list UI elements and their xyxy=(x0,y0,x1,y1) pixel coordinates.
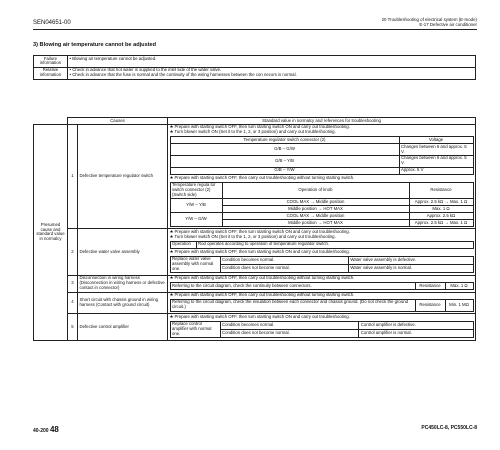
resistance-col-knob: Operation of knob xyxy=(222,182,409,199)
standard-header: Standard value in normalcy and references for troubleshooting xyxy=(168,118,476,125)
knob-operation: Middle position → HOT MAX xyxy=(222,206,409,213)
table-row xyxy=(34,275,476,292)
standard-cell xyxy=(168,314,476,341)
instruction-text: ★ Prepare with starting switch OFF, then turn starting switch ON and carry out troubleshooting. xyxy=(169,248,350,254)
result-text: Control amplifier is defective. xyxy=(359,321,473,329)
instruction-text: ★ Prepare with starting switch OFF, then carry out troubleshooting without turning starting switch. xyxy=(169,292,355,298)
instruction-text: ★ Turn blower switch ON (Set it to the 1, 2, or 3 position) and carry out troubleshooting. xyxy=(169,129,336,135)
voltage-value: Approx. 5 V xyxy=(399,167,473,174)
footer-page xyxy=(33,425,59,434)
resistance-value: Approx. 2.5 kΩ → Max. 1 Ω xyxy=(409,220,473,227)
table-header-row xyxy=(34,118,476,125)
resistance-col-value: Resistance xyxy=(409,182,473,199)
cause-text: Defective water valve assembly xyxy=(78,229,168,275)
resistance-col-connector: Temperature regula tor switch connector (2) (Switch side) xyxy=(170,182,222,199)
result-text: Water valve assembly is normal. xyxy=(348,264,473,272)
failure-label: Failure information xyxy=(34,56,68,68)
operation-table xyxy=(170,241,474,249)
instruction-text: ★ Prepare with starting switch OFF, then turn starting switch ON and carry out troubleshooting. xyxy=(169,228,350,234)
table-row xyxy=(34,124,476,229)
resistance-label: Resistance xyxy=(415,299,445,311)
resistance-value: Max. 1 Ω xyxy=(409,206,473,213)
voltage-value: Changes between 6 and approx. 5 V. xyxy=(399,144,473,156)
standard-cell xyxy=(168,229,476,275)
relative-item: • Check in advance that hot water is supplied to the inlet side of the water valve. xyxy=(69,67,222,73)
instruction-text: ★ Prepare with starting switch OFF, then turn starting switch ON and carry out troubleshooting. xyxy=(169,313,350,319)
header-divider xyxy=(33,29,477,30)
relative-label: Relative information xyxy=(34,67,68,79)
reference-text: Referring to the circuit diagram, check the continuity between connectors. xyxy=(170,283,415,290)
replacement-table xyxy=(170,321,474,339)
replacement-label: Replace control amplifier with normal one. xyxy=(170,321,220,338)
instruction-text: ★ Prepare with starting switch OFF, then carry out troubleshooting without turning starting switch. xyxy=(169,174,355,180)
page-number: 48 xyxy=(49,425,59,434)
table-row xyxy=(34,314,476,341)
continuity-table xyxy=(170,282,474,290)
operation-label: Operation xyxy=(170,241,196,248)
voltage-table xyxy=(170,136,474,174)
causes-header: Causes xyxy=(68,118,168,125)
resistance-value: Approx. 2.5 kΩ xyxy=(409,213,473,220)
replacement-table xyxy=(170,256,474,274)
resistance-value: Min. 1 MΩ xyxy=(445,299,473,311)
resistance-pins: Y/W – G/W xyxy=(170,213,222,227)
voltage-pins: G/B – G/W xyxy=(170,144,399,156)
cause-number: 2 xyxy=(68,229,78,275)
table-row xyxy=(34,292,476,314)
failure-row xyxy=(34,56,476,68)
operation-text: Rod operates according to operation of temperature regulator switch. xyxy=(196,241,473,248)
relative-item: • Check in advance that the fuse is normal and the continuity of the wiring harnesses between the con necors is normal. xyxy=(69,72,297,78)
info-table xyxy=(33,55,476,80)
condition-text: Condition becomes normal. xyxy=(220,321,359,329)
voltage-pins: G/B – Y/B xyxy=(170,155,399,167)
cause-text: Disconnection in wiring harness (Disconnection in wiring harness or defective contact in connector) xyxy=(78,275,168,292)
presumed-cause-label: Presumed cause and standard value in normalcy xyxy=(34,124,68,340)
resistance-label: Resistance xyxy=(415,283,445,290)
condition-text: Condition does not become normal. xyxy=(220,264,348,272)
result-text: Water valve assembly is defective. xyxy=(348,256,473,264)
standard-cell xyxy=(168,292,476,314)
section-title: 3) Blowing air temperature cannot be adjusted xyxy=(33,42,157,48)
reference-text: Referring to the circuit diagram, check the insulation between each connector and chassis ground. (Do not check the ground circuit.) xyxy=(170,299,415,311)
document-code: SEN04651-00 xyxy=(33,20,71,26)
condition-text: Condition does not become normal. xyxy=(220,330,359,338)
voltage-pins: G/B – Y/W xyxy=(170,167,399,174)
cause-text: Defective temperature regulator switch xyxy=(78,124,168,229)
voltage-value: Changes between 6 and approx. 5 V. xyxy=(399,155,473,167)
cause-number: 1 xyxy=(68,124,78,229)
standard-cell xyxy=(168,124,476,229)
relative-text xyxy=(68,67,476,79)
cause-text: Short circuit with chassis ground in wiring harness (Contact with ground circuit) xyxy=(78,292,168,314)
header-title-line1: 20 Troubleshooting of electrical system (E-mode) xyxy=(381,17,477,22)
footer-model: PC450LC-8, PC550LC-8 xyxy=(421,425,477,431)
voltage-col-connector: Temperature regulator switch connector (2) xyxy=(170,137,399,144)
resistance-pins: Y/W – Y/B xyxy=(170,199,222,213)
voltage-col-voltage: Voltage xyxy=(399,137,473,144)
cause-number: 5 xyxy=(68,314,78,341)
replacement-label: Replace water valve assembly with normal one. xyxy=(170,256,220,273)
instruction-text: ★ Prepare with starting switch OFF, then carry out troubleshooting without turning starting switch. xyxy=(169,275,355,281)
table-row xyxy=(34,229,476,275)
standard-cell xyxy=(168,275,476,292)
insulation-table xyxy=(170,299,474,312)
footer-section: 40-200 xyxy=(33,428,49,434)
instruction-text: ★ Prepare with starting switch OFF, then turn starting switch ON and carry out troubleshooting. xyxy=(169,124,350,130)
resistance-value: Max. 1 Ω xyxy=(445,283,473,290)
failure-text: • Blowing air temperature cannot be adjusted. xyxy=(68,56,476,68)
condition-text: Condition becomes normal. xyxy=(220,256,348,264)
knob-operation: Middle position → HOT MAX xyxy=(222,220,409,227)
result-text: Control amplifier is normal. xyxy=(359,330,473,338)
cause-text: Defective control amplifier xyxy=(78,314,168,341)
cause-number: 4 xyxy=(68,292,78,314)
knob-operation: COOL MAX → Middle position xyxy=(222,213,409,220)
cause-number: 3 xyxy=(68,275,78,292)
relative-row xyxy=(34,67,476,79)
resistance-table xyxy=(170,182,474,227)
header-title xyxy=(382,17,477,28)
troubleshooting-table xyxy=(33,117,476,341)
header-title-line2: E-17 Defective air conditioner xyxy=(419,22,477,28)
resistance-value: Approx. 2.5 kΩ → Max. 1 Ω xyxy=(409,199,473,206)
instruction-text: ★ Turn blower switch ON (Set it to the 1, 2, or 3 position) and carry out troubleshooting. xyxy=(169,233,336,239)
knob-operation: COOL MAX → Middle position xyxy=(222,199,409,206)
